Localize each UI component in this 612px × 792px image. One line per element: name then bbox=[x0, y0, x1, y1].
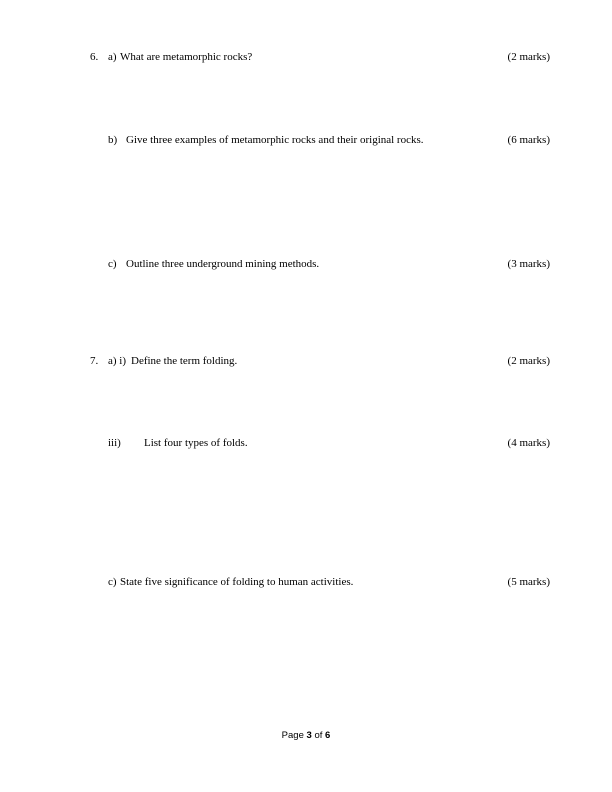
question-6a-label: a) bbox=[108, 51, 117, 63]
question-6b-label: b) bbox=[108, 134, 118, 146]
footer-current-page: 3 bbox=[306, 730, 312, 741]
question-number: 6. bbox=[90, 51, 99, 63]
question-7ai-text: Define the term folding. bbox=[131, 355, 238, 367]
question-7iii-label: iii) bbox=[108, 437, 121, 449]
question-7ai-marks: (2 marks) bbox=[507, 355, 550, 367]
question-7iii-marks: (4 marks) bbox=[507, 437, 550, 449]
question-6b-text: Give three examples of metamorphic rocks and their original rocks. bbox=[126, 134, 424, 146]
question-7c-text: State five significance of folding to human activities. bbox=[120, 576, 354, 588]
question-7c-marks: (5 marks) bbox=[507, 576, 550, 588]
question-6a-text: What are metamorphic rocks? bbox=[120, 51, 253, 63]
question-6b-marks: (6 marks) bbox=[507, 134, 550, 146]
page-footer bbox=[0, 730, 612, 742]
question-6c-label: c) bbox=[108, 258, 117, 270]
question-7c-label: c) bbox=[108, 576, 117, 588]
question-6c-text: Outline three underground mining methods. bbox=[126, 258, 320, 270]
question-6c-marks: (3 marks) bbox=[507, 258, 550, 270]
question-6a-marks: (2 marks) bbox=[507, 51, 550, 63]
footer-total-pages: 6 bbox=[325, 730, 331, 741]
question-number: 7. bbox=[90, 355, 99, 367]
question-7iii-text: List four types of folds. bbox=[144, 437, 248, 449]
question-7ai-label: a) i) bbox=[108, 355, 127, 367]
footer-page-prefix: Page bbox=[281, 730, 304, 741]
footer-separator: of bbox=[314, 730, 323, 741]
